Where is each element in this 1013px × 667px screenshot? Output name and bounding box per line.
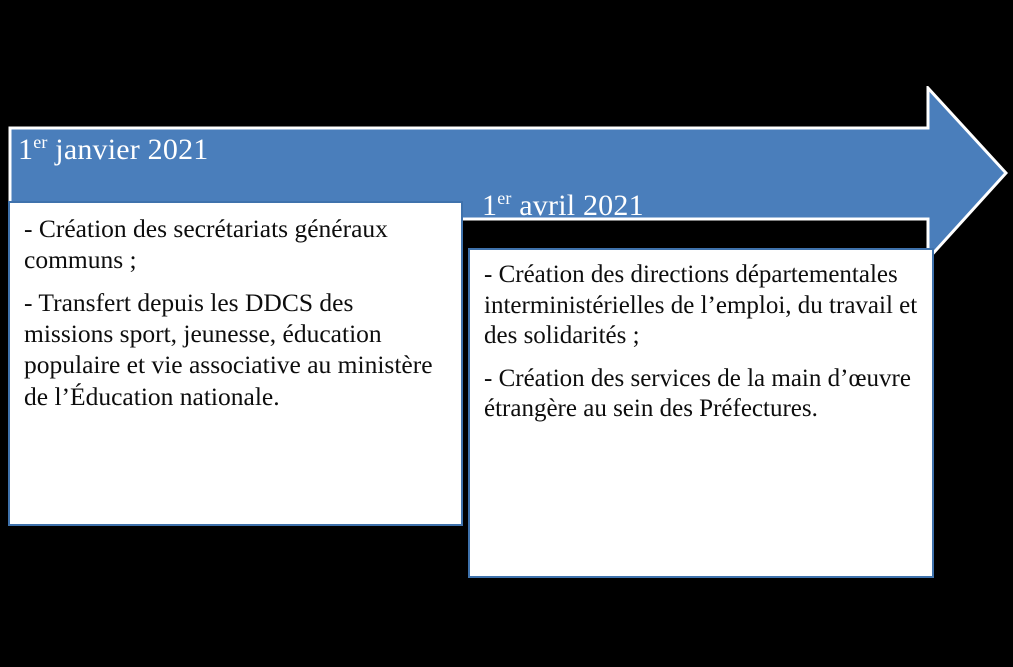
milestone-1-item-1: - Création des secrétariats généraux communs ; (24, 214, 388, 275)
milestone-2-box (468, 248, 934, 578)
milestone-2-date-ordinal: er (497, 188, 512, 208)
milestone-1-date-rest: janvier 2021 (47, 133, 209, 166)
milestone-2-item-2: - Création des services de la main d’œuvre étrangère au sein des Préfectures. (484, 364, 911, 422)
milestone-1-box (8, 201, 463, 526)
milestone-2-item-1: - Création des directions départementales interministérielles de l’emploi, du travail et des solidarités ; (484, 261, 918, 349)
milestone-2-date (482, 189, 644, 223)
milestone-1-date-ordinal: er (33, 132, 48, 152)
milestone-2-date-rest: avril 2021 (511, 189, 644, 222)
milestone-2-date-number: 1 (482, 189, 498, 222)
milestone-1-date (18, 133, 209, 167)
milestone-1-date-number: 1 (18, 133, 34, 166)
milestone-1-item-2: - Transfert depuis les DDCS des missions sport, jeunesse, éducation populaire et vie associative au ministère de l’Éducation nationale. (24, 288, 433, 411)
